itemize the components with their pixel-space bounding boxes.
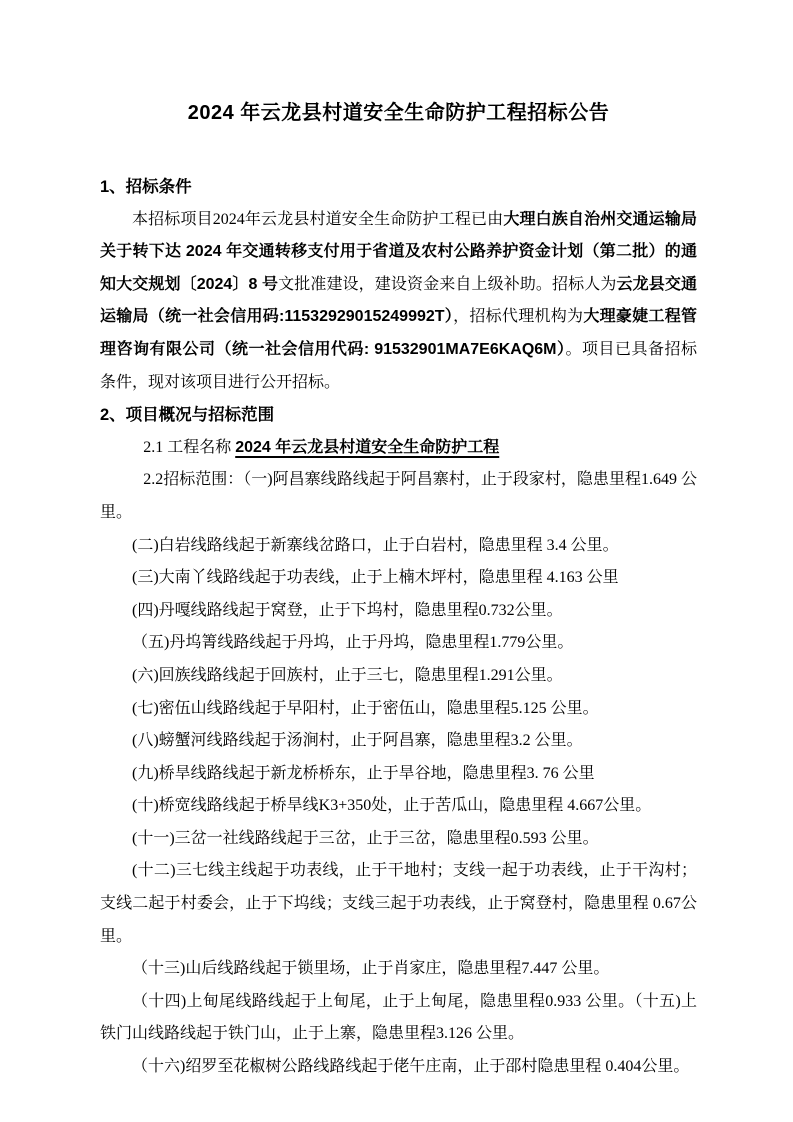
- project-name-line: [100, 432, 697, 465]
- scope-item-3: (三)大南丫线路线起于功表线，止于上楠木坪村，隐患里程 4.163 公里: [132, 569, 619, 587]
- scope-item-10: (十)桥宽线路线起于桥旱线K3+350处，止于苦瓜山，隐患里程 4.667公里。: [132, 797, 652, 815]
- agency-name: 大理豪婕工程管理咨询有限公司（统一社会信用代码: 91532901MA7E6KAQ6M）: [100, 308, 697, 358]
- scope-item-5: （五)丹坞箐线路线起于丹坞，止于丹坞，隐患里程1.779公里。: [132, 634, 574, 652]
- paragraph-run: ，招标代理机构为: [453, 308, 584, 326]
- tenderee-name: 云龙县交通运输局（统一社会信用码:11532929015249992T）: [100, 275, 697, 326]
- scope-item-9: (九)桥旱线路线起于新龙桥桥东，止于旱谷地，隐患里程3. 76 公里: [132, 764, 595, 782]
- scope-item-4: (四)丹嘎线路线起于窝登，止于下坞村，隐患里程0.732公里。: [132, 601, 563, 619]
- paragraph-run: 。项目已具备招标条件，现对该项目进行公开招标。: [100, 340, 697, 391]
- scope-item-11: (十一)三岔一社线路线起于三岔，止于三岔，隐患里程0.593 公里。: [132, 829, 599, 847]
- scope-item-16: （十六)绍罗至花椒树公路线路线起于佬午庄南，止于邵村隐患里程 0.404公里。: [132, 1058, 690, 1076]
- scope-item-2: (二)白岩线路线起于新寨线岔路口，止于白岩村，隐患里程 3.4 公里。: [132, 536, 619, 554]
- approval-document-name: 大理白族自治州交通运输局关于转下达 2024 年交通转移支付用于省道及农村公路养护资金计划（第二批）的通知大交规划〔2024〕8 号: [100, 210, 697, 293]
- section-1-paragraph: [100, 204, 697, 400]
- scope-item-12: (十二)三七线主线起于功表线，止于干地村；支线一起于功表线，止于干沟村；支线二起于村委会，止于下坞线；支线三起于功表线，止于窝登村，隐患里程 0.67公里。: [100, 862, 697, 945]
- scope-intro-line: 2.2招标范围：（一)阿昌寨线路线起于阿昌寨村，止于段家村，隐患里程1.649 公里。: [100, 471, 697, 521]
- document-title: 2024 年云龙县村道安全生命防护工程招标公告: [187, 102, 610, 124]
- scope-item-14-15: （十四)上甸尾线路线起于上甸尾，止于上甸尾，隐患里程0.933 公里。（十五)上铁门山线路线起于铁门山，止于上寨，隐患里程3.126 公里。: [100, 992, 697, 1043]
- scope-item-7: (七)密伍山线路线起于早阳村，止于密伍山，隐患里程5.125 公里。: [132, 699, 599, 717]
- project-name-label: 2.1 工程名称: [143, 438, 236, 456]
- paragraph-run: 本招标项目2024年云龙县村道安全生命防护工程已由: [132, 210, 504, 228]
- scope-item-13: （十三)山后线路线起于锁里场，止于肖家庄，隐患里程7.447 公里。: [132, 960, 610, 978]
- section-2-heading: 2、项目概况与招标范围: [100, 406, 275, 425]
- scope-item-8: (八)螃蟹河线路线起于汤涧村，止于阿昌寨，隐患里程3.2 公里。: [132, 732, 583, 750]
- paragraph-run: 文批准建设，建设资金来自上级补助。招标人为: [278, 275, 617, 293]
- section-1-heading: 1、招标条件: [100, 178, 192, 196]
- scope-item-6: (六)回族线路线起于回族村，止于三七，隐患里程1.291公里。: [132, 666, 563, 684]
- project-name: 2024 年云龙县村道安全生命防护工程: [235, 438, 500, 456]
